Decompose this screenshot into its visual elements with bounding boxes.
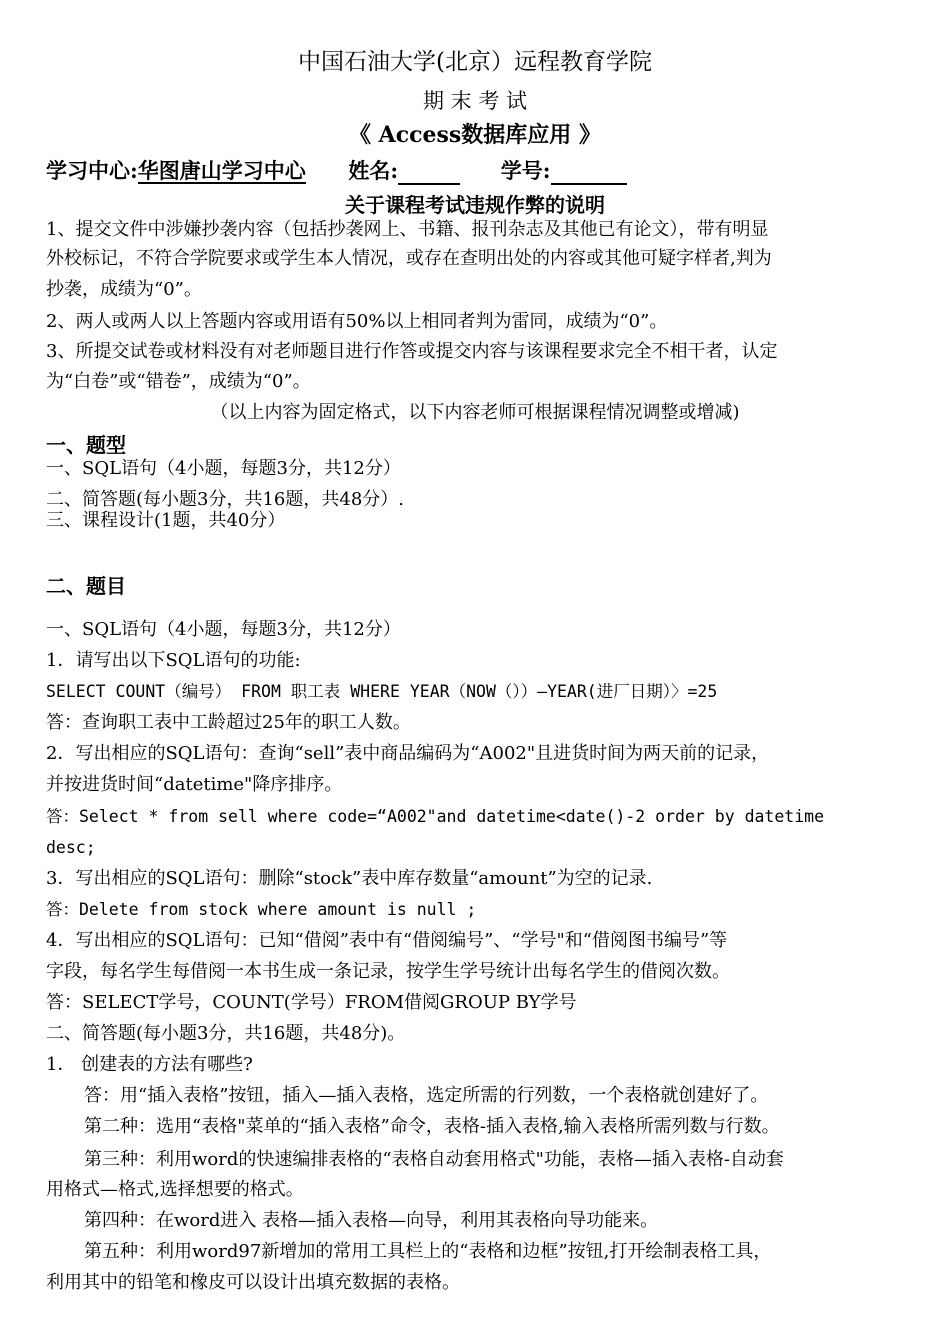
- question-1-answer: 答：查询职工表中工龄超过25年的职工人数。: [46, 712, 411, 733]
- question-2-answer-line-1: 答：Select * from sell where code=“A002"and datetime<date()-2 order by datetime: [46, 807, 825, 826]
- short-answer-1-method-3-line-1: 第三种：利用word的快速编排表格的“表格自动套用格式"功能，表格—插入表格-自动套: [84, 1149, 784, 1170]
- question-1: 1．请写出以下SQL语句的功能:: [46, 650, 301, 671]
- short-answer-heading: 二、简答题(每小题3分，共16题，共48分)。: [46, 1023, 406, 1044]
- rule-1-line-1: 1、提交文件中涉嫌抄袭内容（包括抄袭网上、书籍、报刊杂志及其他已有论文），带有明显: [46, 219, 769, 240]
- question-2-answer-line-2: desc;: [46, 838, 96, 857]
- short-answer-1-method-5-line-2: 利用其中的铅笔和橡皮可以设计出填充数据的表格。: [46, 1272, 460, 1293]
- question-4-answer: 答：SELECT学号，COUNT(学号）FROM借阅GROUP BY学号: [46, 992, 577, 1013]
- question-3-answer: 答：Delete from stock where amount is null ;: [46, 900, 477, 919]
- question-3: 3．写出相应的SQL语句：删除“stock”表中库存数量“amount”为空的记录.: [46, 868, 653, 889]
- type-2: 二、简答题(每小题3分，共16题，共48分）.: [46, 489, 405, 510]
- question-4-line-2: 字段，每名学生每借阅一本书生成一条记录，按学生学号统计出每名学生的借阅次数。: [46, 961, 730, 982]
- questions-heading: 二、题目: [46, 574, 126, 598]
- question-4-line-1: 4．写出相应的SQL语句：已知“借阅”表中有“借阅编号”、“学号"和“借阅图书编号”等: [46, 930, 728, 951]
- sql-section-heading: 一、SQL语句（4小题，每题3分，共12分）: [46, 619, 401, 640]
- rules-note: （以上内容为固定格式，以下内容老师可根据课程情况调整或增减): [210, 402, 740, 423]
- name-field[interactable]: [398, 161, 460, 185]
- course-title: 《 Access数据库应用 》: [349, 122, 601, 148]
- type-3: 三、课程设计(1题，共40分）: [46, 510, 286, 531]
- short-answer-1-method-5-line-1: 第五种：利用word97新增加的常用工具栏上的“表格和边框”按钮,打开绘制表格工具，: [84, 1241, 772, 1262]
- short-question-1: 1． 创建表的方法有哪些?: [46, 1054, 253, 1075]
- short-answer-1-method-2: 第二种：选用“表格"菜单的“插入表格”命令，表格-插入表格,输入表格所需列数与行数。: [84, 1116, 780, 1137]
- question-2-line-2: 并按进货时间“datetime"降序排序。: [46, 774, 343, 795]
- types-heading: 一、题型: [46, 433, 126, 457]
- short-answer-1-method-3-line-2: 用格式—格式,选择想要的格式。: [46, 1179, 304, 1200]
- name-label: 姓名:: [348, 158, 399, 183]
- student-id-field[interactable]: [551, 161, 627, 185]
- exam-title: 期 末 考 试: [422, 89, 528, 113]
- short-answer-1-method-4: 第四种：在word进入 表格—插入表格—向导，利用其表格向导功能来。: [84, 1210, 659, 1231]
- student-info-row: [46, 157, 627, 185]
- question-1-sql: SELECT COUNT（编号） FROM 职工表 WHERE YEAR（NOW（））—YEAR(进厂日期）〉=25: [46, 682, 718, 701]
- learning-center-value: 华图唐山学习中心: [137, 158, 306, 183]
- short-answer-1-method-1: 答：用“插入表格”按钮，插入—插入表格，选定所需的行列数，一个表格就创建好了。: [84, 1085, 769, 1106]
- rule-2: 2、两人或两人以上答题内容或用语有50%以上相同者判为雷同，成绩为“0”。: [46, 311, 668, 332]
- learning-center-label: 学习中心:: [46, 158, 138, 183]
- rule-1-line-3: 抄袭，成绩为“0”。: [46, 279, 202, 300]
- student-id-label: 学号:: [500, 158, 551, 183]
- question-2-line-1: 2．写出相应的SQL语句：查询“sell”表中商品编码为“A002"且进货时间为两天前的记录，: [46, 743, 770, 764]
- university-title: 中国石油大学(北京）远程教育学院: [298, 49, 652, 75]
- rule-3-line-2: 为“白卷”或“错卷”，成绩为“0”。: [46, 371, 311, 392]
- rules-title: 关于课程考试违规作弊的说明: [345, 193, 605, 217]
- rule-1-line-2: 外校标记，不符合学院要求或学生本人情况，或存在查明出处的内容或其他可疑字样者,判为: [46, 248, 772, 269]
- rule-3-line-1: 3、所提交试卷或材料没有对老师题目进行作答或提交内容与该课程要求完全不相干者，认定: [46, 341, 778, 362]
- type-1: 一、SQL语句（4小题，每题3分，共12分）: [46, 458, 401, 479]
